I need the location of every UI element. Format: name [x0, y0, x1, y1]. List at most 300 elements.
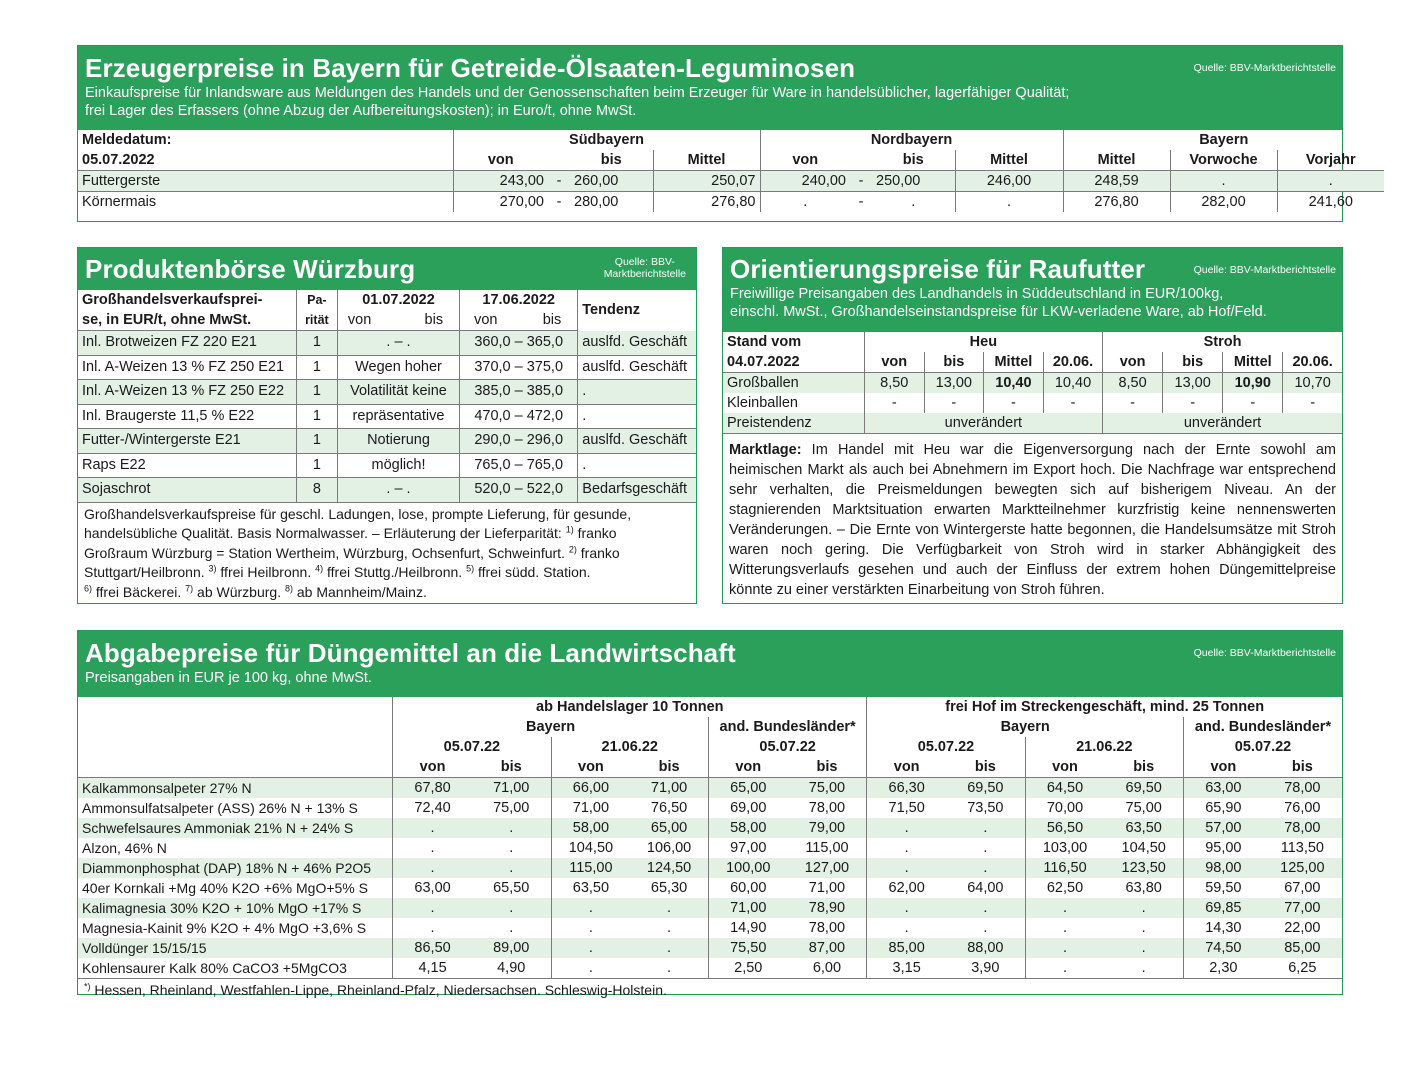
group-bayern: Bayern [1063, 130, 1384, 150]
cell: - [864, 393, 924, 413]
cell: 125,00 [1263, 858, 1342, 878]
cell: Bedarfsgeschäft [578, 478, 696, 502]
cell: . [393, 858, 472, 878]
row-label: Schwefelsaures Ammoniak 21% N + 24% S [78, 818, 393, 838]
cell: 71,00 [630, 778, 708, 799]
cell: 1 [296, 429, 337, 454]
cell: 69,85 [1184, 898, 1263, 918]
cell: 78,00 [1263, 818, 1342, 838]
cell: 69,50 [946, 778, 1025, 799]
cell: 66,30 [867, 778, 946, 799]
cell: 106,00 [646, 840, 692, 856]
cell: . [551, 938, 630, 958]
getreide-table [78, 130, 1384, 212]
stand-date: 04.07.2022 [723, 352, 864, 373]
table-row [78, 858, 1342, 878]
col-header: Mittel [955, 150, 1063, 171]
row-label: Raps E22 [78, 453, 296, 478]
col-header: Vorjahr [1277, 150, 1384, 171]
col-header: von [760, 150, 850, 171]
note-text: Stuttgart/Heilbronn. [84, 564, 209, 580]
row-label: 40er Kornkali +Mg 40% K2O +6% MgO+5% S [82, 880, 368, 896]
cell: 59,50 [1184, 878, 1263, 898]
table-row [78, 429, 696, 454]
note-text: ffrei südd. Station. [474, 564, 591, 580]
table-row [78, 898, 1342, 918]
von-label: von [347, 312, 372, 328]
row-label: Inl. Braugerste 11,5 % E22 [78, 404, 296, 429]
meldedatum-value: 05.07.2022 [78, 150, 453, 171]
row-label: Kohlensaurer Kalk 80% CaCO3 +5MgCO3 [82, 960, 347, 976]
footnote-mark: 5) [466, 563, 475, 574]
cell: . [551, 918, 630, 938]
col-header: von [1025, 757, 1104, 778]
cell: 6,00 [812, 960, 842, 976]
cell: 98,00 [1184, 858, 1263, 878]
cell: 63,50 [551, 878, 630, 898]
table-row [78, 355, 696, 380]
cell: 276,80 [1063, 192, 1170, 213]
cell: . [393, 918, 472, 938]
table-row [78, 938, 1342, 958]
cell: 104,50 [551, 838, 630, 858]
cell: . [760, 192, 850, 213]
cell: . [867, 838, 946, 858]
cell: . [1025, 918, 1104, 938]
marktlage-text: Im Handel mit Heu war die Eigenversorgung nach der Ernte sowohl am heimischen Markt als auch bei Abnehmern im Export hoch. Die Nachfrage war entsprechend sehr verhalten, die Preismeldungen bewegten sich auf bisherigem Niveau. An der stagnierenden Marktsituation erwarten Marktteilnehmer kurzfristig keine nennenswerten Veränderungen. – Die Ernte von Wintergerste hatte begonnen, die Handelsumsätze mit Stroh waren noch gering. Die Verfügbarkeit von Stroh wird in starker Abhängigkeit des Witterungsverlaufs gesehen und auch der Einfluss der extrem hohen Düngemittelpreise könnte zu einer verstärkten Einarbeitung von Stroh führen. [729, 442, 1336, 598]
cell: 65,50 [493, 880, 530, 896]
table-row [78, 171, 1384, 192]
cell: 66,00 [551, 778, 630, 799]
cell: 57,00 [1184, 818, 1263, 838]
von-label: von [474, 312, 498, 328]
cell: Notierung [337, 429, 459, 454]
col-header: 20.06. [1283, 352, 1342, 373]
cell: . [578, 453, 696, 478]
cell: 115,00 [551, 858, 630, 878]
getreide-header [78, 46, 1342, 130]
table-row [78, 878, 1342, 898]
cell: 63,00 [393, 878, 472, 898]
cell: . [472, 818, 551, 838]
cell: 10,40 [1043, 373, 1102, 394]
col-header: von [1103, 352, 1163, 373]
note-line [84, 524, 690, 544]
cell: möglich! [337, 453, 459, 478]
cell: 71,00 [708, 898, 787, 918]
col-header: bis [1263, 757, 1342, 778]
cell: 71,00 [808, 880, 846, 896]
col-header: bis [1163, 352, 1223, 373]
cell: 276,80 [653, 192, 760, 213]
cell: 88,00 [946, 938, 1025, 958]
note-line [84, 544, 690, 564]
cell: 124,50 [630, 858, 708, 878]
cell: - [548, 192, 570, 213]
row-label: Futtergerste [78, 171, 453, 192]
col-header: von [864, 352, 924, 373]
cell: repräsentative [337, 404, 459, 429]
date-header-2: 17.06.2022 [460, 290, 578, 310]
group-nordbayern: Nordbayern [760, 130, 1063, 150]
note-text: handelsübliche Qualität. Basis Normalwasser. – Erläuterung der Lieferparität: [84, 525, 566, 541]
note-text: ab Mannheim/Mainz. [293, 583, 427, 600]
cell: 75,50 [708, 938, 787, 958]
cell: 69,50 [1104, 778, 1183, 799]
cell: 765,0 – 765,0 [460, 453, 578, 478]
raufutter-title: Orientierungspreise für Raufutter [730, 254, 1146, 284]
bayern-header-2: Bayern [867, 717, 1184, 737]
cell: 241,60 [1277, 192, 1384, 213]
cell: 14,90 [708, 918, 787, 938]
cell: . [551, 958, 630, 978]
cell: 73,50 [967, 800, 1004, 816]
heu-header: Heu [864, 332, 1102, 352]
cell: . [1104, 898, 1183, 918]
group-streckengeschaeft: frei Hof im Streckengeschäft, mind. 25 Tonnen [867, 697, 1342, 717]
cell: 58,00 [551, 818, 630, 838]
cell: . [509, 840, 514, 856]
footnote-mark: 7) [185, 582, 194, 593]
cell: . [667, 960, 672, 976]
cell: 71,00 [551, 798, 630, 818]
row-label: Großballen [723, 373, 864, 394]
date-header: 05.07.22 [708, 737, 866, 757]
tendenz-header: Tendenz [578, 290, 696, 331]
wuerzburg-table [78, 290, 696, 331]
paritaet-header-b: rität [296, 310, 337, 331]
cell: . [1025, 938, 1104, 958]
cell: 67,00 [1284, 880, 1321, 896]
cell: Wegen hoher [337, 355, 459, 380]
cell: 1 [296, 331, 337, 355]
cell: 260,00 [570, 171, 653, 192]
cell: 1 [296, 355, 337, 380]
cell: 243,00 [453, 171, 548, 192]
cell: 10,90 [1223, 373, 1283, 394]
note-text: ffrei Heilbronn. [216, 564, 316, 580]
wuerzburg-source-line-1: Quelle: BBV- [614, 256, 675, 268]
preistendenz-stroh: unverändert [1103, 413, 1342, 433]
cell: 8 [296, 478, 337, 502]
cell: 65,00 [708, 778, 787, 799]
row-label: Inl. A-Weizen 13 % FZ 250 E22 [78, 380, 296, 405]
cell: 103,00 [1025, 838, 1104, 858]
von-bis-header-2 [460, 310, 578, 331]
cell: 75,00 [493, 800, 530, 816]
cell: . [1277, 171, 1384, 192]
cell: 76,00 [1284, 800, 1321, 816]
cell: 240,00 [760, 171, 850, 192]
col-header: Vorwoche [1170, 150, 1277, 171]
cell: 4,90 [497, 960, 526, 976]
table-row [78, 331, 696, 355]
cell: - [1163, 393, 1223, 413]
table-row [78, 918, 1342, 938]
wuerzburg-header [78, 248, 696, 290]
note-line: Großhandelsverkaufspreise für geschl. Ladungen, lose, prompte Lieferung, für gesunde, [84, 505, 632, 522]
duenger-source: Quelle: BBV-Marktberichtstelle [1193, 647, 1336, 659]
note-text: franko [576, 544, 620, 561]
col-header: von [551, 757, 630, 778]
cell: 360,0 – 365,0 [460, 331, 578, 355]
raufutter-header [723, 248, 1342, 332]
wuerzburg-section [77, 247, 697, 604]
cell: 2,30 [1184, 958, 1263, 978]
cell: . [946, 858, 1025, 878]
preistendenz-heu: unverändert [864, 413, 1102, 433]
cell: 1 [296, 453, 337, 478]
cell: 282,00 [1170, 192, 1277, 213]
cell: 86,50 [393, 938, 472, 958]
col-header: Mittel [1223, 352, 1283, 373]
cell: . [578, 404, 696, 429]
col-header: von [453, 150, 548, 171]
note-text: ffrei Stuttg./Heilbronn. [323, 564, 467, 580]
date-header: 21.06.22 [551, 737, 708, 757]
col-header: von [1184, 757, 1263, 778]
footnote-mark: 1) [565, 524, 574, 535]
cell: 100,00 [708, 858, 787, 878]
date-header: 21.06.22 [1025, 737, 1183, 757]
cell: . [867, 918, 946, 938]
cell: Volatilität keine [337, 380, 459, 405]
cell: 6,25 [1288, 960, 1317, 976]
cell: 78,00 [808, 920, 846, 936]
cell: 58,00 [708, 818, 787, 838]
cell: 95,00 [1184, 838, 1263, 858]
getreide-section [77, 45, 1356, 222]
row-label: Inl. A-Weizen 13 % FZ 250 E21 [78, 355, 296, 380]
cell: 85,00 [867, 938, 946, 958]
row-label: Körnermais [78, 192, 453, 213]
cell: 76,50 [650, 800, 688, 816]
cell: 250,07 [653, 171, 760, 192]
group-suedbayern: Südbayern [453, 130, 760, 150]
date-header: 05.07.22 [867, 737, 1025, 757]
cell: 71,00 [472, 778, 551, 799]
row-label: Diammonphosphat (DAP) 18% N + 46% P2O5 [78, 858, 393, 878]
footnote-mark: *) [84, 981, 91, 992]
cell: - [850, 192, 872, 213]
col-header: bis [946, 757, 1025, 778]
duenger-subtitle: Preisangaben in EUR je 100 kg, ohne MwSt. [85, 670, 372, 686]
cell: - [924, 393, 983, 413]
marktlage-label: Marktlage: [729, 442, 802, 458]
cell: - [983, 393, 1043, 413]
footnote-mark: 3) [208, 563, 217, 574]
cell: 250,00 [872, 171, 955, 192]
table-row [723, 373, 1342, 394]
cell: 87,00 [788, 938, 867, 958]
cell: 89,00 [472, 938, 551, 958]
cell: 69,00 [708, 798, 787, 818]
cell: 63,50 [1104, 818, 1183, 838]
cell: 75,00 [788, 778, 867, 799]
cell: . [955, 192, 1063, 213]
cell: . – . [337, 331, 459, 355]
cell: 4,15 [393, 958, 472, 978]
cell: 14,30 [1184, 918, 1263, 938]
table-row [78, 958, 1342, 978]
cell: - [548, 171, 570, 192]
cell: 78,90 [788, 898, 867, 918]
row-label: Kalkammonsalpeter 27% N [78, 778, 393, 799]
duenger-section [77, 630, 1343, 998]
cell: - [1283, 393, 1342, 413]
getreide-source: Quelle: BBV-Marktberichtstelle [1193, 62, 1336, 74]
cell: 78,00 [808, 800, 846, 816]
row-label: Inl. Brotweizen FZ 220 E21 [78, 331, 296, 355]
col-header: 20.06. [1043, 352, 1102, 373]
footnote-mark: 2) [568, 543, 577, 554]
date-header: 05.07.22 [1184, 737, 1342, 757]
date-header: 05.07.22 [393, 737, 551, 757]
cell: . [1104, 938, 1183, 958]
cell: 104,50 [1121, 840, 1166, 856]
cell: 248,59 [1063, 171, 1170, 192]
cell: 113,50 [1280, 840, 1324, 856]
cell: auslfd. Geschäft [578, 355, 696, 380]
table-row [78, 380, 696, 405]
cell: 8,50 [864, 373, 924, 394]
cell: 74,50 [1184, 938, 1263, 958]
getreide-subtitle-2: frei Lager des Erfassers (ohne Abzug der Aufbereitungskosten); in Euro/t, ohne MwSt. [85, 103, 637, 119]
cell: 115,00 [805, 840, 849, 856]
bis-label: bis [542, 312, 562, 328]
duenger-title: Abgabepreise für Düngemittel an die Landwirtschaft [85, 638, 736, 668]
cell: 97,00 [708, 838, 787, 858]
table-row [78, 818, 1342, 838]
cell: . [1141, 920, 1146, 936]
cell: 8,50 [1103, 373, 1163, 394]
cell: 67,80 [393, 778, 472, 799]
row-label: Sojaschrot [78, 478, 296, 502]
cell: . [578, 380, 696, 405]
note-line [84, 563, 690, 583]
cell: 13,00 [924, 373, 983, 394]
col-header: von [393, 757, 472, 778]
wuerzburg-note [78, 502, 696, 605]
von-bis-header-1 [337, 310, 459, 331]
cell: 65,00 [630, 818, 708, 838]
col-header: von [708, 757, 787, 778]
cell: . [867, 898, 946, 918]
cell: 63,80 [1125, 880, 1162, 896]
footnote-mark: 4) [315, 563, 324, 574]
cell: 280,00 [570, 192, 653, 213]
cell: 75,00 [1125, 800, 1162, 816]
footnote-text: Hessen, Rheinland, Westfahlen-Lippe, Rheinland-Pfalz, Niedersachsen. Schleswig-Holstein. [90, 982, 667, 998]
cell: . [630, 898, 708, 918]
stroh-header: Stroh [1103, 332, 1342, 352]
cell: . [946, 818, 1025, 838]
cell: . [983, 920, 988, 936]
cell: . [393, 838, 472, 858]
cell: 2,50 [708, 958, 787, 978]
cell: . [393, 818, 472, 838]
cell: . [551, 898, 630, 918]
wuerzburg-rows [78, 331, 696, 502]
duenger-table [78, 697, 1342, 978]
cell: 63,00 [1184, 778, 1263, 799]
cell: 62,00 [867, 878, 946, 898]
cell: 116,50 [1025, 858, 1104, 878]
cell: 13,00 [1163, 373, 1223, 394]
cell: . [667, 920, 672, 936]
row-label: Magnesia-Kainit 9% K2O + 4% MgO +3,6% S [82, 920, 367, 936]
note-line [84, 583, 690, 603]
cell: 56,50 [1025, 818, 1104, 838]
cell: . – . [337, 478, 459, 502]
cell: 71,50 [867, 798, 946, 818]
cell: 246,00 [955, 171, 1063, 192]
cell: . [630, 938, 708, 958]
note-text: franko [573, 525, 617, 541]
table-row [78, 478, 696, 502]
cell: 385,0 – 385,0 [460, 380, 578, 405]
cell: . [509, 920, 514, 936]
cell: . [946, 898, 1025, 918]
footnote-mark: 6) [84, 582, 93, 593]
preistendenz-label: Preistendenz [723, 413, 864, 433]
cell: 520,0 – 522,0 [460, 478, 578, 502]
cell: 1 [296, 380, 337, 405]
col-header: bis [472, 757, 551, 778]
table-row [723, 413, 1342, 433]
marktlage [723, 433, 1342, 604]
note-text: ffrei Bäckerei. [92, 583, 186, 600]
paritaet-header-a: Pa- [296, 290, 337, 310]
table-row [78, 778, 1342, 799]
cell: 65,90 [1184, 798, 1263, 818]
getreide-title: Erzeugerpreise in Bayern für Getreide-Ölsaaten-Leguminosen [85, 53, 856, 83]
stand-label: Stand vom [727, 334, 802, 350]
row-label: Kleinballen [727, 395, 798, 411]
col-header: bis [924, 352, 983, 373]
cell: 123,50 [1104, 858, 1183, 878]
cell: . [1025, 958, 1104, 978]
cell: . [1025, 898, 1104, 918]
cell: 64,50 [1025, 778, 1104, 799]
cell: . [472, 858, 551, 878]
cell: . [867, 818, 946, 838]
cell: 470,0 – 472,0 [460, 404, 578, 429]
cell: . [867, 858, 946, 878]
table-row [78, 798, 1342, 818]
cell: 22,00 [1284, 920, 1321, 936]
cell: 79,00 [788, 818, 867, 838]
bis-label: bis [424, 312, 444, 328]
table-row [78, 192, 1384, 213]
wuerzburg-source-line-2: Marktberichtstelle [603, 268, 686, 280]
cell: 370,0 – 375,0 [460, 355, 578, 380]
meldedatum-label: Meldedatum: [82, 132, 172, 148]
date-header-1: 01.07.2022 [337, 290, 459, 310]
raufutter-table [723, 332, 1342, 433]
cell: 85,00 [1263, 938, 1342, 958]
raufutter-subtitle-1: Freiwillige Preisangaben des Landhandels in Süddeutschland in EUR/100kg, [730, 286, 1224, 302]
cell: 62,50 [1025, 878, 1104, 898]
cell: 72,40 [393, 798, 472, 818]
cell: 10,70 [1283, 373, 1342, 394]
col-header: bis [788, 757, 867, 778]
getreide-subtitle-1: Einkaufspreise für Inlandsware aus Meldungen des Handels und der Genossenschaften beim Erzeuger für Ware in handelsüblicher, lagerfähiger Qualität; [85, 85, 1070, 101]
col-header: bis [1104, 757, 1183, 778]
cell: . [1141, 960, 1146, 976]
cell: 64,00 [967, 880, 1004, 896]
row-label: Alzon, 46% N [82, 840, 167, 856]
